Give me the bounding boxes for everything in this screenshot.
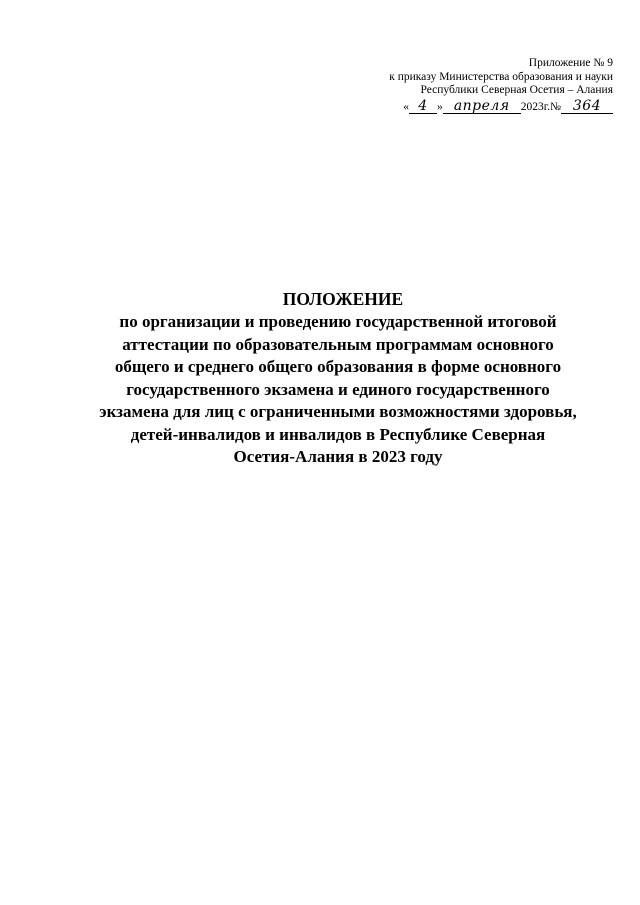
order-reference-line-1: к приказу Министерства образования и науки	[389, 70, 613, 83]
date-year-and-number-label: 2023г.№	[520, 100, 561, 113]
appendix-header	[389, 57, 613, 116]
subtitle-line: аттестации по образовательным программам основного	[122, 334, 554, 354]
date-day-handwritten: 4	[409, 100, 437, 114]
order-date-line	[389, 97, 613, 116]
subtitle-line: государственного экзамена и единого государственного	[126, 379, 550, 399]
subtitle-line: общего и среднего общего образования в форме основного	[114, 357, 562, 376]
order-reference-line-2: Республики Северная Осетия – Алания	[420, 84, 613, 96]
date-close-quote: »	[436, 100, 443, 113]
date-open-quote: «	[403, 100, 409, 113]
subtitle-line: экзамена для лиц с ограниченными возможностями здоровья,	[99, 402, 577, 421]
document-title: ПОЛОЖЕНИЕ	[282, 289, 404, 309]
date-month-handwritten: апреля	[443, 100, 521, 114]
subtitle-line: Осетия-Алания в 2023 году	[233, 447, 443, 466]
document-subtitle	[60, 311, 616, 469]
order-number-handwritten: 364	[561, 100, 613, 114]
appendix-number: Приложение № 9	[528, 57, 613, 69]
title-block	[60, 289, 616, 469]
subtitle-line: детей-инвалидов и инвалидов в Республике Северная	[130, 424, 546, 444]
subtitle-line: по организации и проведению государственной итоговой	[119, 312, 557, 331]
